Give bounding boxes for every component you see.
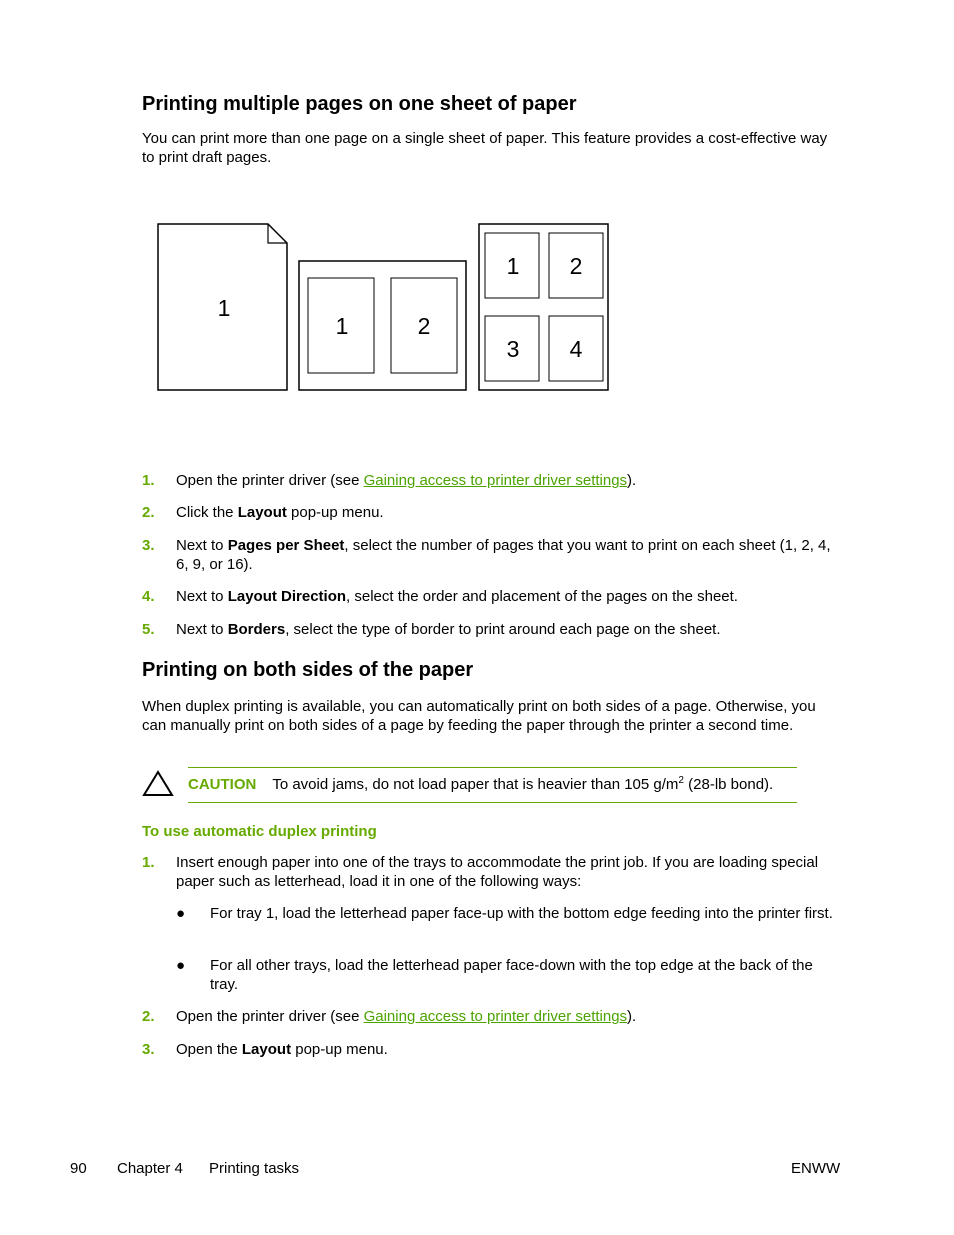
- step-text-part: pop-up menu.: [286, 504, 384, 521]
- step-text-part: ).: [627, 472, 637, 489]
- section-heading-both-sides: Printing on both sides of the paper: [142, 659, 474, 681]
- step-text: [176, 587, 842, 606]
- step-text-part: Click the: [176, 504, 238, 521]
- section-intro-multiple-pages: You can print more than one page on a single sheet of paper. This feature provides a cost-effective way to print draft pages.: [142, 130, 828, 166]
- caution-text: [188, 775, 773, 794]
- step-text-bold: Pages per Sheet: [227, 537, 345, 554]
- two-up-page-2: 2: [417, 313, 431, 339]
- two-up-sheet: [299, 261, 466, 390]
- bullet-dot: ●: [176, 957, 186, 974]
- step-text-part: Open the printer driver (see: [176, 472, 364, 489]
- driver-settings-link[interactable]: Gaining access to printer driver settings: [363, 1008, 628, 1025]
- caution-top-rule: [188, 767, 797, 768]
- caution-message: To avoid jams, do not load paper that is heavier than 105 g/m: [272, 776, 679, 793]
- four-up-page-3: 3: [506, 336, 520, 362]
- step-text-bold: Layout: [241, 1041, 292, 1058]
- step-text-part: Open the: [176, 1041, 242, 1058]
- footer-chapter: Chapter 4: [117, 1160, 183, 1177]
- bullet-dot: ●: [176, 905, 186, 922]
- four-up-page-1: 1: [506, 253, 520, 279]
- step-text-part: Next to: [176, 621, 228, 638]
- step-text-part: ).: [627, 1008, 637, 1025]
- footer-page-number: 90: [70, 1160, 87, 1177]
- footer-doc-code: ENWW: [791, 1160, 841, 1177]
- step-text: [176, 620, 842, 639]
- step-text-part: Next to: [176, 588, 228, 605]
- driver-settings-link[interactable]: Gaining access to printer driver settings: [363, 472, 628, 489]
- step-text-bold: Layout: [237, 504, 287, 521]
- step-text: [176, 1040, 842, 1059]
- caution-message-end: (28-lb bond).: [683, 776, 774, 793]
- step-number: 4.: [142, 588, 155, 605]
- step-number: 1.: [142, 472, 155, 489]
- step-text-part: , select the number of pages that you want to print on each sheet (1, 2, 4, 6, 9, or 16).: [176, 537, 831, 573]
- pages-per-sheet-illustration: [150, 218, 616, 398]
- step-text-part: Next to: [176, 537, 228, 554]
- step-number: 3.: [142, 1041, 155, 1058]
- step-number: 1.: [142, 854, 155, 871]
- footer-chapter-title: Printing tasks: [209, 1160, 300, 1177]
- step-number: 2.: [142, 1008, 155, 1025]
- step-number: 5.: [142, 621, 155, 638]
- bullet-text: For tray 1, load the letterhead paper face-up with the bottom edge feeding into the printer first.: [210, 905, 833, 922]
- step-text: [176, 503, 842, 522]
- section-intro-both-sides: When duplex printing is available, you can automatically print on both sides of a page. Otherwise, you can manually print on both sides of a page by feeding the paper through the printer a second time.: [142, 698, 816, 734]
- step-text-part: , select the type of border to print around each page on the sheet.: [285, 621, 721, 638]
- step-text-part: Open the printer driver (see: [176, 1008, 364, 1025]
- single-page-sheet: [158, 224, 287, 390]
- step-text: Insert enough paper into one of the trays to accommodate the print job. If you are loading special paper such as letterhead, load it in one of the following ways:: [176, 854, 819, 890]
- step-text: [176, 536, 842, 574]
- subheading-automatic-duplex: To use automatic duplex printing: [142, 823, 377, 840]
- step-text-bold: Layout Direction: [227, 588, 347, 605]
- section-heading-multiple-pages: Printing multiple pages on one sheet of paper: [142, 93, 577, 115]
- step-number: 2.: [142, 504, 155, 521]
- caution-label: CAUTION: [188, 776, 257, 793]
- step-number: 3.: [142, 537, 155, 554]
- caution-bottom-rule: [188, 802, 797, 803]
- step-text-bold: Borders: [227, 621, 286, 638]
- caution-superscript: 2: [678, 775, 684, 786]
- step-text: [176, 471, 842, 490]
- bullet-text: For all other trays, load the letterhead paper face-down with the top edge at the back of the tray.: [210, 957, 813, 993]
- step-text-part: , select the order and placement of the pages on the sheet.: [346, 588, 738, 605]
- four-up-page-2: 2: [569, 253, 583, 279]
- step-text: [176, 1007, 842, 1026]
- step-text-part: pop-up menu.: [291, 1041, 388, 1058]
- two-up-page-1: 1: [335, 313, 349, 339]
- four-up-sheet: [479, 224, 608, 390]
- single-page-number: 1: [217, 295, 231, 321]
- four-up-page-4: 4: [569, 336, 583, 362]
- warning-icon: [142, 770, 174, 798]
